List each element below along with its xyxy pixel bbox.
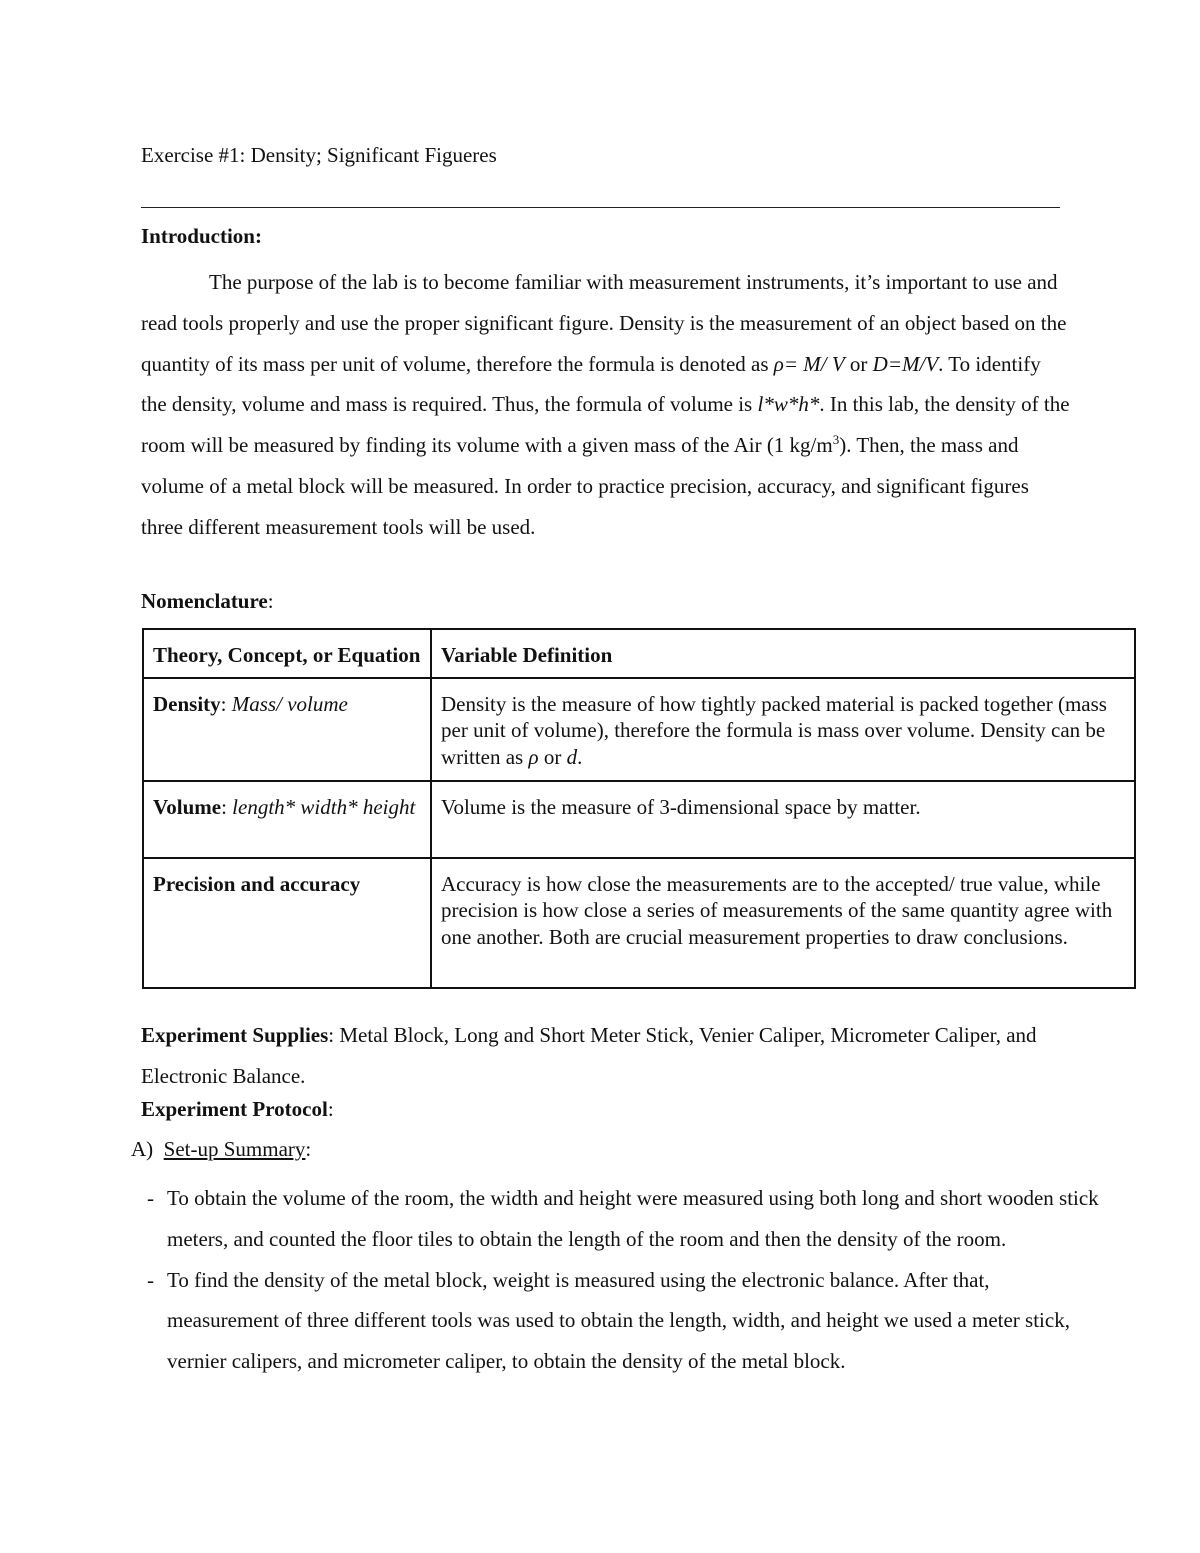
list-item xyxy=(141,1178,1101,1260)
table-row xyxy=(143,858,1135,988)
volume-formula: l*w*h* xyxy=(757,392,820,417)
header-cell-definition: Variable Definition xyxy=(431,629,1135,678)
intro-text-1: The purpose of the lab is to become familiar with measurement instruments, it’s important to use and read tools properly and use the proper significant figure. Density is the measurement of an object based on the quantity of its mass per unit of volume, therefore the formula is denoted as xyxy=(141,270,1067,376)
introduction-paragraph xyxy=(141,262,1071,548)
setup-marker: A) xyxy=(131,1137,154,1161)
term-cell-density: Density: Mass/ volume xyxy=(143,678,431,781)
setup-summary-heading xyxy=(131,1137,311,1162)
nomenclature-heading xyxy=(141,589,274,614)
setup-colon: : xyxy=(305,1137,312,1161)
density-formula-d: D=M/V xyxy=(872,351,939,376)
term-cell-precision: Precision and accuracy xyxy=(143,858,431,988)
definition-cell-volume: Volume is the measure of 3-dimensional space by matter. xyxy=(431,781,1135,858)
nomenclature-label: Nomenclature xyxy=(141,589,268,613)
bullet-text: To find the density of the metal block, weight is measured using the electronic balance. After that, measurement of three different tools was used to obtain the length, width, and height we used a meter stick, vernier calipers, and micrometer caliper, to obtain the density of the metal block. xyxy=(167,1267,1070,1374)
protocol-heading xyxy=(141,1097,334,1122)
supplies-text: : Metal Block, Long and Short Meter Stick, Venier Caliper, Micrometer Caliper, and Electronic Balance. xyxy=(141,1023,1037,1088)
nomenclature-colon: : xyxy=(267,589,274,613)
density-formula-rho: ρ= M/ V xyxy=(773,351,845,376)
setup-label: Set-up Summary xyxy=(163,1137,306,1161)
definition-cell-precision: Accuracy is how close the measurements are to the accepted/ true value, while precision is how close a series of measurements of the same quantity agree with one another. Both are crucial measurement properties to draw conclusions. xyxy=(431,858,1135,988)
definition-cell-density: Density is the measure of how tightly packed material is packed together (mass per unit of volume), therefore the formula is mass over volume. Density can be written as ρ or d. xyxy=(431,678,1135,781)
header-cell-concept: Theory, Concept, or Equation xyxy=(143,629,431,678)
intro-text-2: . To identify the density, volume and mass is required. Thus, the formula of volume is xyxy=(141,351,1041,417)
bullet-text: To obtain the volume of the room, the width and height were measured using both long and short wooden stick meters, and counted the floor tiles to obtain the length of the room and then the density of the room. xyxy=(167,1186,1099,1251)
supplies-label: Experiment Supplies xyxy=(141,1023,329,1047)
bullet-dash: - xyxy=(147,1267,154,1292)
protocol-colon: : xyxy=(327,1097,334,1121)
table-header-row xyxy=(143,629,1135,678)
superscript-3: 3 xyxy=(832,432,840,448)
table-row xyxy=(143,781,1135,858)
protocol-label: Experiment Protocol xyxy=(141,1097,328,1121)
intro-or: or xyxy=(844,351,873,376)
intro-text-4: ). Then, the mass and volume of a metal block will be measured. In order to practice precision, accuracy, and significant figures three different measurement tools will be used. xyxy=(141,433,1029,539)
title-divider xyxy=(141,207,1060,208)
term-cell-volume: Volume: length* width* height xyxy=(143,781,431,858)
intro-text-3: . In this lab, the density of the room will be measured by finding its volume with a given mass of the Air (1 kg/m xyxy=(141,392,1070,458)
nomenclature-table xyxy=(142,628,1136,989)
document-title: Exercise #1: Density; Significant Figueres xyxy=(141,143,497,167)
setup-bullet-list xyxy=(141,1178,1101,1382)
list-item xyxy=(141,1260,1101,1382)
bullet-dash: - xyxy=(147,1186,154,1210)
introduction-heading: Introduction: xyxy=(141,224,262,248)
supplies-paragraph xyxy=(141,1015,1071,1097)
table-row xyxy=(143,678,1135,781)
